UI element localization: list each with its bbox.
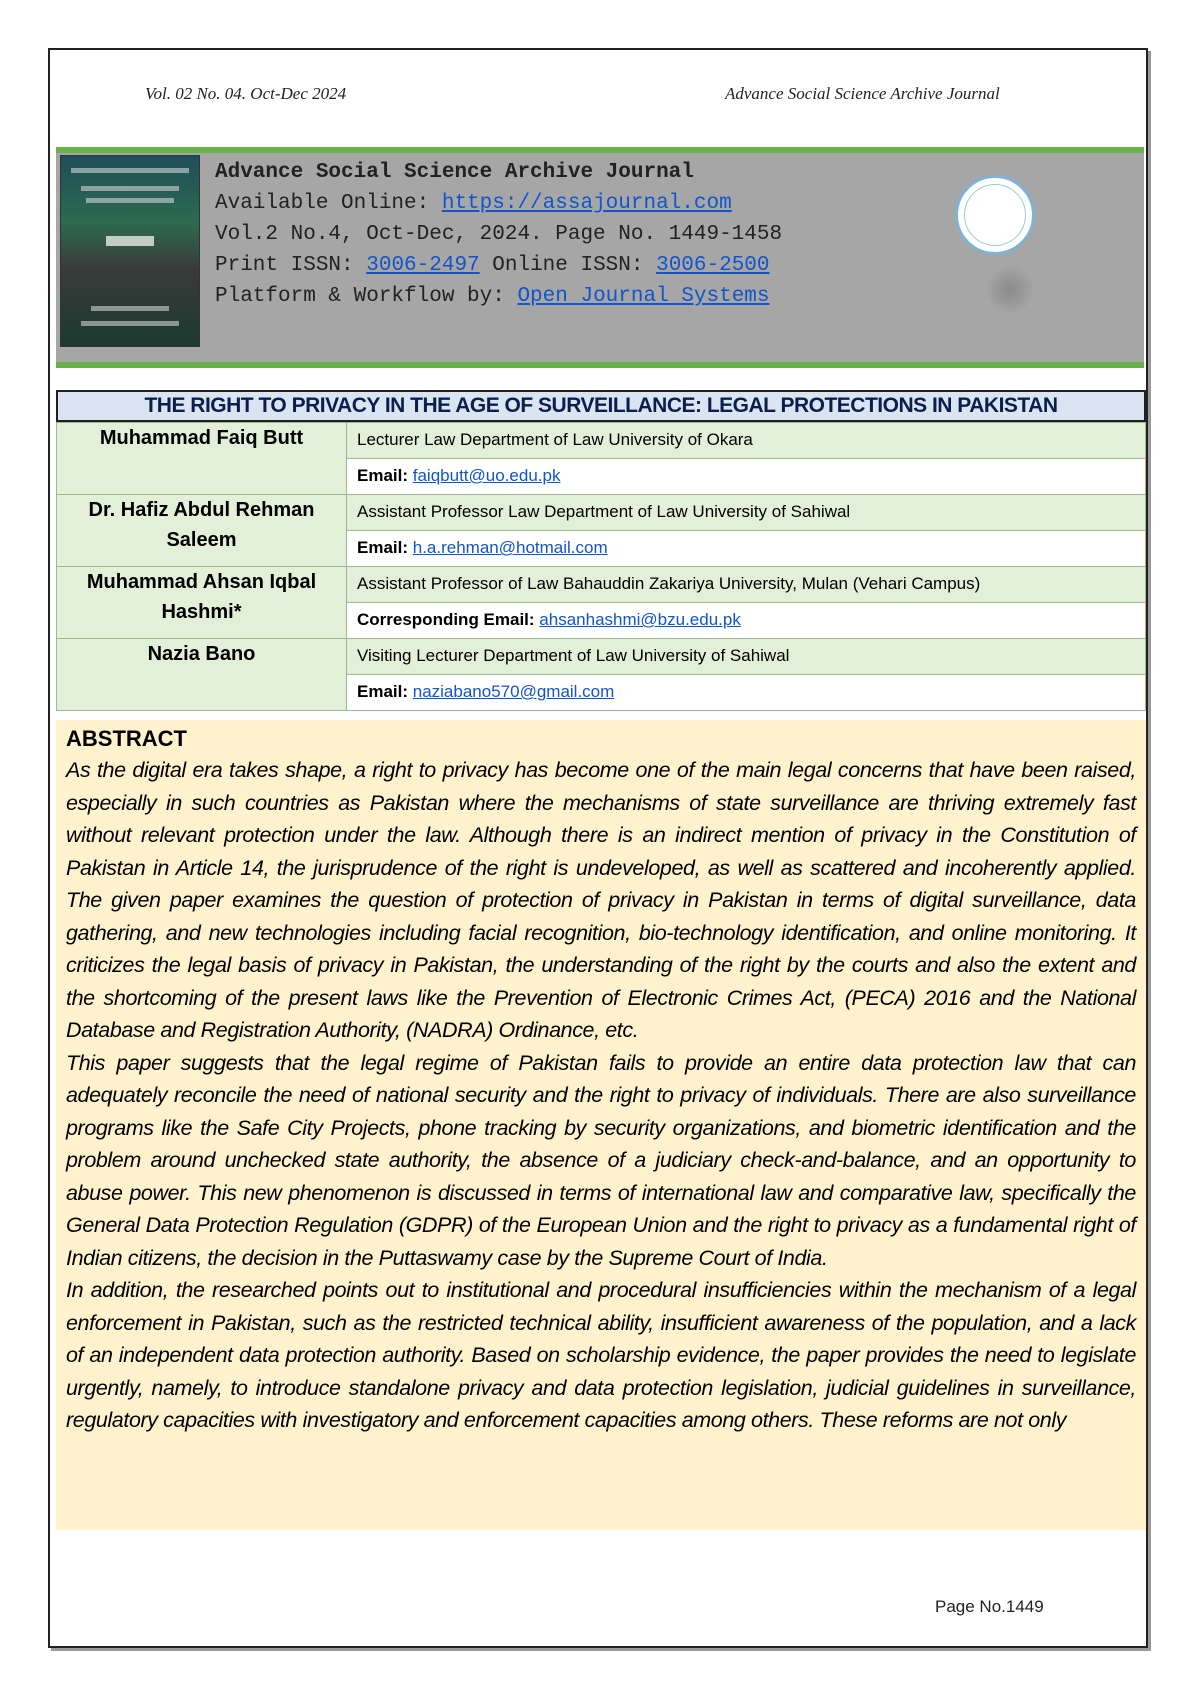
abstract-section bbox=[56, 720, 1146, 1530]
table-row bbox=[57, 639, 1146, 675]
abstract-paragraph: As the digital era takes shape, a right to privacy has become one of the main legal concerns that have been raised, especially in such countries as Pakistan where the mechanisms of state surveillance are thriving extremely fast without relevant protection under the law. Although there is an indirect mention of privacy in the Constitution of Pakistan in Article 14, the jurisprudence of the right is undeveloped, as well as scattered and incoherently applied. The given paper examines the question of protection of privacy in Pakistan in terms of digital surveillance, data gathering, and new technologies including facial recognition, bio-technology identification, and online monitoring. It criticizes the legal basis of privacy in Pakistan, the understanding of the right by the courts and also the extent and the shortcoming of the present laws like the Prevention of Electronic Crimes Act, (PECA) 2016 and the National Database and Registration Authority, (NADRA) Ordinance, etc. bbox=[66, 758, 1136, 1042]
author-affiliation: Assistant Professor of Law Bahauddin Zakariya University, Mulan (Vehari Campus) bbox=[347, 567, 1146, 603]
author-email-link[interactable]: ahsanhashmi@bzu.edu.pk bbox=[539, 610, 741, 629]
article-title: THE RIGHT TO PRIVACY IN THE AGE OF SURVEILLANCE: LEGAL PROTECTIONS IN PAKISTAN bbox=[56, 390, 1146, 422]
ojs-link[interactable]: Open Journal Systems bbox=[517, 285, 770, 308]
author-email-link[interactable]: h.a.rehman@hotmail.com bbox=[412, 538, 608, 557]
author-email-cell: Corresponding Email: ahsanhashmi@bzu.edu.pk bbox=[347, 603, 1146, 639]
journal-info bbox=[215, 157, 782, 312]
abstract-paragraph: In addition, the researched points out to institutional and procedural insufficiencies within the mechanism of a legal enforcement in Pakistan, such as the restricted technical ability, insufficient awareness of the population, and a lack of an independent data protection authority. Based on scholarship evidence, the paper provides the need to legislate urgently, namely, to introduce standalone privacy and data protection legislation, judicial guidelines in surveillance, regulatory capacities with investigatory and enforcement capacities among others. These reforms are not only bbox=[66, 1278, 1136, 1432]
journal-logo-icon bbox=[955, 175, 1035, 255]
author-email-link[interactable]: naziabano570@gmail.com bbox=[412, 682, 615, 701]
author-name: Muhammad Faiq Butt bbox=[57, 423, 347, 495]
abstract-paragraph: This paper suggests that the legal regime of Pakistan fails to provide an entire data protection law that can adequately reconcile the need of national security and the right to privacy of individuals. There are also surveillance programs like the Safe City Projects, phone tracking by security organizations, and biometric identification and the problem around unchecked state authority, the absence of a judiciary check-and-balance, and an opportunity to abuse power. This new phenomenon is discussed in terms of international law and comparative law, specifically the General Data Protection Regulation (GDPR) of the European Union and the right to privacy as a fundamental right of Indian citizens, the decision in the Puttaswamy case by the Supreme Court of India. bbox=[66, 1050, 1136, 1270]
running-header-right: Advance Social Science Archive Journal bbox=[725, 84, 1000, 103]
author-email-cell: Email: h.a.rehman@hotmail.com bbox=[347, 531, 1146, 567]
author-email-link[interactable]: faiqbutt@uo.edu.pk bbox=[412, 466, 561, 485]
author-name: Nazia Bano bbox=[57, 639, 347, 711]
author-name: Dr. Hafiz Abdul Rehman Saleem bbox=[57, 495, 347, 567]
journal-volume-line: Vol.2 No.4, Oct-Dec, 2024. Page No. 1449-1458 bbox=[215, 223, 783, 246]
journal-url-link[interactable]: https://assajournal.com bbox=[441, 192, 732, 215]
table-row bbox=[57, 423, 1146, 459]
journal-issn-line: Print ISSN: 3006-2497 Online ISSN: 3006-2500 bbox=[215, 254, 770, 277]
journal-title: Advance Social Science Archive Journal bbox=[215, 161, 694, 184]
journal-platform-line: Platform & Workflow by: Open Journal Systems bbox=[215, 285, 770, 308]
authors-table bbox=[56, 422, 1146, 711]
running-header-left: Vol. 02 No. 04. Oct-Dec 2024 bbox=[145, 84, 347, 103]
table-row bbox=[57, 495, 1146, 531]
author-affiliation: Assistant Professor Law Department of Law University of Sahiwal bbox=[347, 495, 1146, 531]
page-number: Page No.1449 bbox=[935, 1597, 1044, 1616]
author-email-cell: Email: faiqbutt@uo.edu.pk bbox=[347, 459, 1146, 495]
decorative-shadow bbox=[985, 265, 1035, 315]
table-row bbox=[57, 567, 1146, 603]
author-name: Muhammad Ahsan Iqbal Hashmi* bbox=[57, 567, 347, 639]
author-affiliation: Lecturer Law Department of Law University of Okara bbox=[347, 423, 1146, 459]
author-affiliation: Visiting Lecturer Department of Law University of Sahiwal bbox=[347, 639, 1146, 675]
print-issn-link[interactable]: 3006-2497 bbox=[366, 254, 480, 277]
abstract-heading: ABSTRACT bbox=[66, 726, 187, 751]
author-email-cell: Email: naziabano570@gmail.com bbox=[347, 675, 1146, 711]
journal-cover-image bbox=[60, 155, 200, 347]
online-issn-link[interactable]: 3006-2500 bbox=[656, 254, 770, 277]
journal-availability-line: Available Online: https://assajournal.com bbox=[215, 192, 732, 215]
